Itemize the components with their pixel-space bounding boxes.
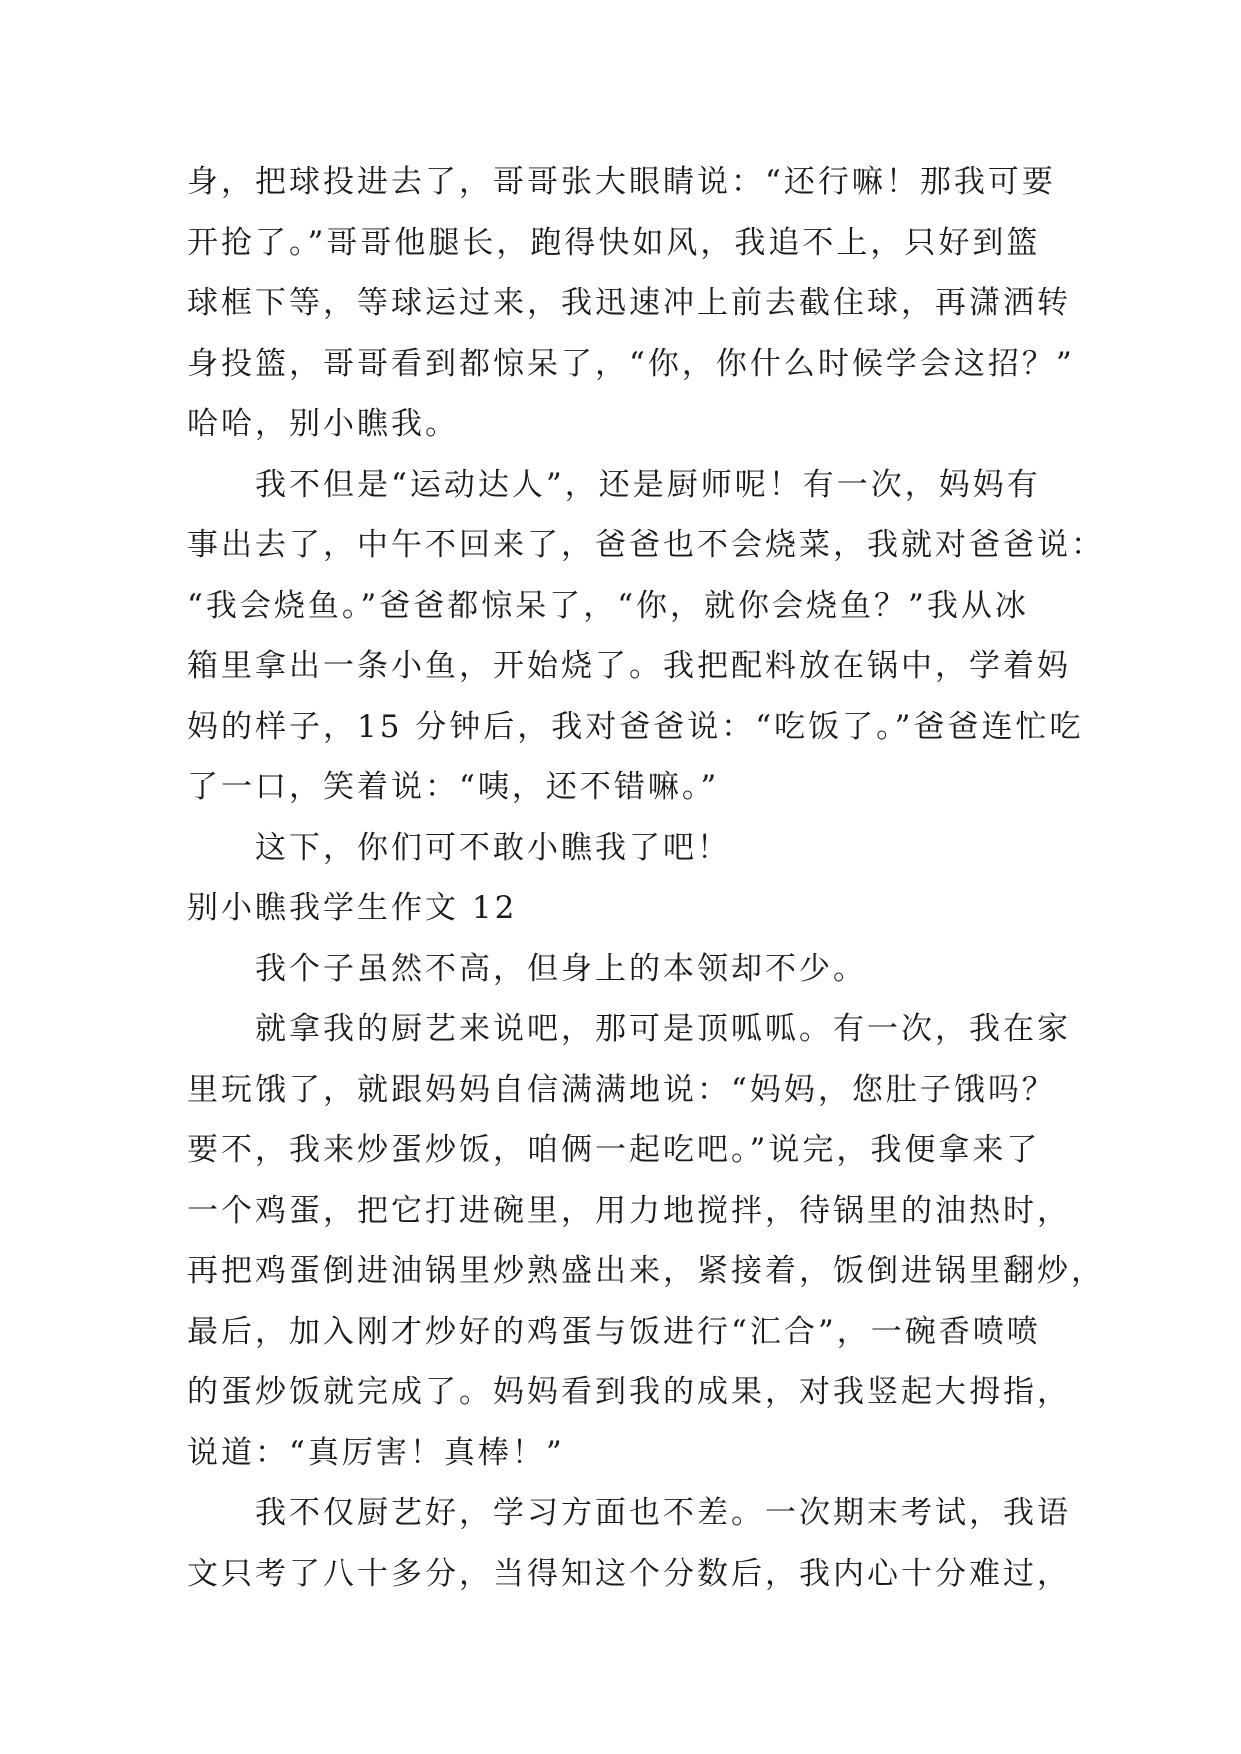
text-line: 说道：“真厉害！真棒！”	[187, 1434, 565, 1471]
text-line: 了一口，笑着说：“咦，还不错嘛。”	[187, 769, 720, 805]
text-line: 文只考了八十多分，当得知这个分数后，我内心十分难过，	[187, 1555, 1071, 1592]
text-line: 身，把球投进去了，哥哥张大眼睛说：“还行嘛！那我可要	[187, 164, 1056, 200]
text-line: 我个子虽然不高，但身上的本领却不少。	[255, 950, 867, 987]
text-line: 事出去了，中午不回来了，爸爸也不会烧菜，我就对爸爸说：	[187, 527, 1105, 563]
text-line: 就拿我的厨艺来说吧，那可是顶呱呱。有一次，我在家	[255, 1011, 1071, 1047]
text-line: 我不仅厨艺好，学习方面也不差。一次期末考试，我语	[255, 1495, 1071, 1531]
text-line: 的蛋炒饭就完成了。妈妈看到我的成果，对我竖起大拇指，	[187, 1374, 1071, 1410]
section-heading: 别小瞧我学生作文 12	[187, 890, 518, 926]
document-page	[187, 152, 1105, 1604]
text-line: 妈的样子，15 分钟后，我对爸爸说：“吃饭了。”爸爸连忙吃	[187, 708, 1084, 745]
text-line: 身投篮，哥哥看到都惊呆了，“你，你什么时候学会这招？”	[187, 345, 1075, 382]
text-line: 哈哈，别小瞧我。	[187, 406, 459, 442]
text-line: 要不，我来炒蛋炒饭，咱俩一起吃吧。”说完，我便拿来了	[187, 1132, 1041, 1168]
text-line: 箱里拿出一条小鱼，开始烧了。我把配料放在锅中，学着妈	[187, 648, 1071, 684]
text-line: 开抢了。”哥哥他腿长，跑得快如风，我追不上，只好到篮	[187, 224, 1041, 261]
text-line: 这下，你们可不敢小瞧我了吧！	[255, 829, 731, 866]
text-line: 里玩饿了，就跟妈妈自信满满地说：“妈妈，您肚子饿吗？	[187, 1071, 1056, 1108]
text-line: 球框下等，等球运过来，我迅速冲上前去截住球，再潇洒转	[187, 285, 1071, 321]
text-line: 一个鸡蛋，把它打进碗里，用力地搅拌，待锅里的油热时，	[187, 1192, 1071, 1229]
text-line: 再把鸡蛋倒进油锅里炒熟盛出来，紧接着，饭倒进锅里翻炒，	[187, 1253, 1105, 1289]
text-line: 我不但是“运动达人”，还是厨师呢！有一次，妈妈有	[255, 466, 1041, 503]
text-line: “我会烧鱼。”爸爸都惊呆了，“你，就你会烧鱼？”我从冰	[187, 587, 1029, 624]
text-line: 最后，加入刚才炒好的鸡蛋与饭进行“汇合”，一碗香喷喷	[187, 1313, 1041, 1350]
